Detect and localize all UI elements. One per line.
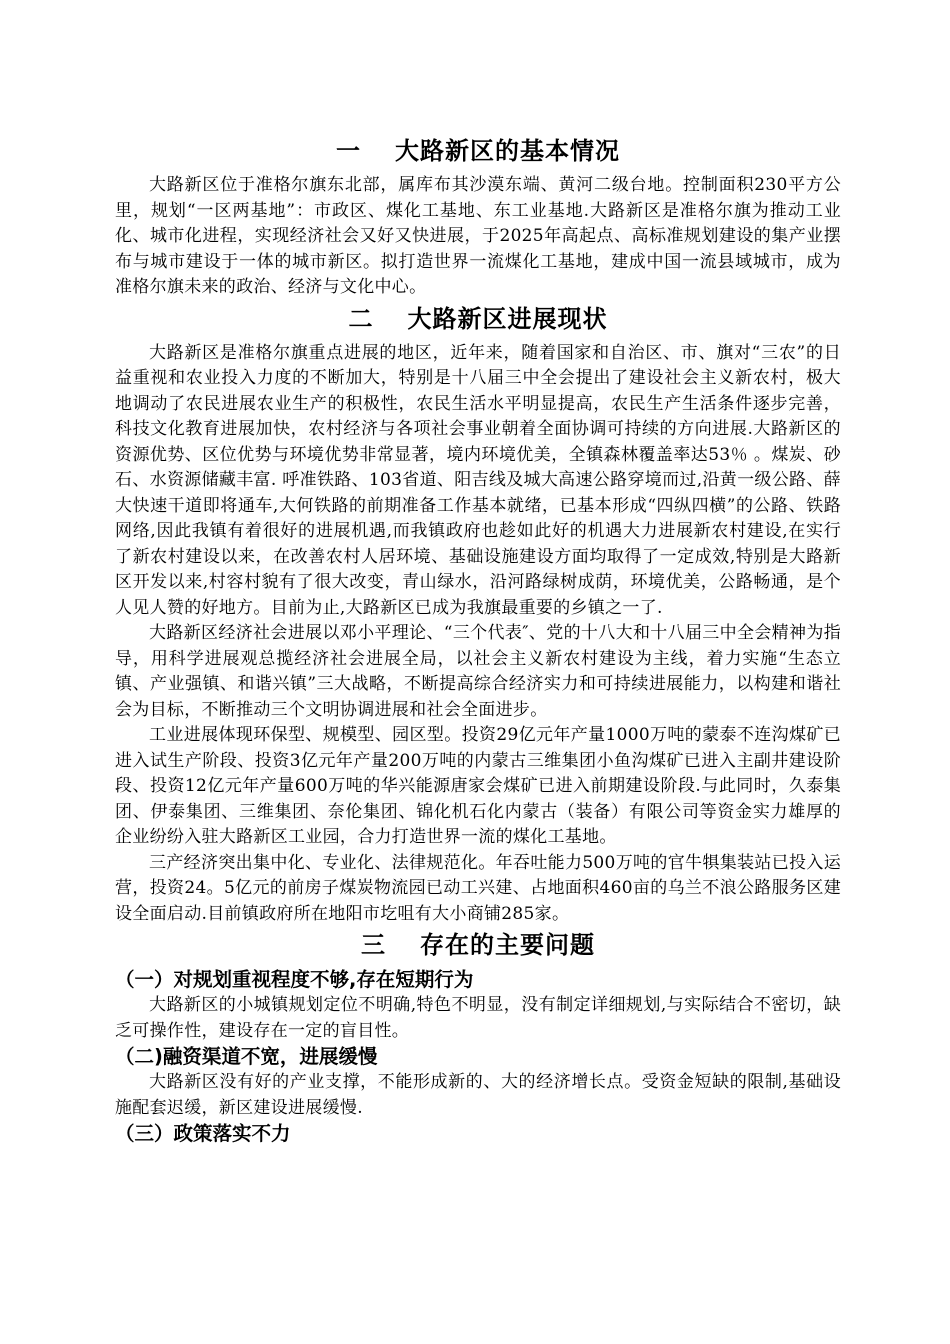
subsection-heading: （一）对规划重视程度不够,存在短期行为	[115, 968, 474, 991]
subsection-heading: （二)融资渠道不宽，进展缓慢	[115, 1045, 378, 1068]
paragraph: 大路新区没有好的产业支撑，不能形成新的、大的经济增长点。受资金短缺的限制,基础设施配套迟缓，新区建设进展缓慢.	[115, 1072, 841, 1118]
section-heading-2	[115, 301, 841, 341]
paragraph: 工业进展体现环保型、规模型、园区型。投资29亿元年产量1000万吨的蒙泰不连沟煤矿已进入试生产阶段、投资3亿元年产量200万吨的内蒙古三维集团小鱼沟煤矿已进入主副井建设阶段、投资12亿元年产量600万吨的华兴能源唐家会煤矿已进入前期建设阶段.与此同时，久泰集团、伊泰集团、三维集团、奈伦集团、锦化机石化内蒙古（装备）有限公司等资金实力雄厚的企业纷纷入驻大路新区工业园，合力打造世界一流的煤化工基地。	[115, 725, 841, 847]
section-title: 大路新区的基本情况	[395, 137, 620, 165]
paragraph: 大路新区位于准格尔旗东北部，属库布其沙漠东端、黄河二级台地。控制面积230平方公里，规划“一区两基地”：市政区、煤化工基地、东工业基地.大路新区是准格尔旗为推动工业化、城市化进程，实现经济社会又好又快进展，于2025年高起点、高标准规划建设的集产业摆布与城市建设于一体的城市新区。拟打造世界一流煤化工基地，建成中国一流县域城市，成为准格尔旗未来的政治、经济与文化中心。	[115, 175, 841, 297]
section-number: 一	[336, 137, 361, 165]
section-title: 大路新区进展现状	[407, 304, 608, 333]
paragraph: 三产经济突出集中化、专业化、法律规范化。年吞吐能力500万吨的官牛犋集装站已投入运营，投资24。5亿元的前房子煤炭物流园已动工兴建、占地面积460亩的乌兰不浪公路服务区建设全面启动.目前镇政府所在地阳市圪咀有大小商铺285家。	[115, 852, 841, 924]
section-heading-3	[115, 927, 841, 967]
document-body	[115, 133, 841, 1147]
paragraph: 大路新区是准格尔旗重点进展的地区，近年来，随着国家和自治区、市、旗对“三农”的日益重视和农业投入力度的不断加大，特别是十八届三中全会提出了建设社会主义新农村，极大地调动了农民进展农业生产的积极性，农民生活水平明显提高，农民生产生活条件逐步完善，科技文化教育进展加快，农村经济与各项社会事业朝着全面协调可持续的方向进展.大路新区的资源优势、区位优势与环境优势非常显著，境内环境优美，全镇森林覆盖率达53％ 。煤炭、砂石、水资源储藏丰富. 呼准铁路、103省道、阳吉线及城大高速公路穿境而过,沿黄一级公路、薛大快速干道即将通车,大何铁路的前期准备工作基本就绪，已基本形成“四纵四横”的公路、铁路网络,因此我镇有着很好的进展机遇,而我镇政府也趁如此好的机遇大力进展新农村建设,在实行了新农村建设以来，在改善农村人居环境、基础设施建设方面均取得了一定成效,特别是大路新区开发以来,村容村貌有了很大改变，青山绿水，沿河路绿树成荫，环境优美，公路畅通，是个人见人赞的好地方。目前为止,大路新区已成为我旗最重要的乡镇之一了.	[115, 342, 841, 618]
subsection-heading: （三）政策落实不力	[115, 1122, 291, 1145]
section-heading-1	[115, 133, 841, 173]
paragraph: 大路新区经济社会进展以邓小平理论、“三个代表″、党的十八大和十八届三中全会精神为指导，用科学进展观总揽经济社会进展全局，以社会主义新农村建设为主线，着力实施“生态立镇、产业强镇、和谐兴镇”三大战略，不断提高综合经济实力和可持续进展能力，以构建和谐社会为目标，不断推动三个文明协调进展和社会全面进步。	[115, 623, 841, 720]
section-number: 三	[361, 931, 386, 959]
section-title: 存在的主要问题	[420, 931, 595, 959]
section-number: 二	[348, 304, 374, 333]
paragraph: 大路新区的小城镇规划定位不明确,特色不明显，没有制定详细规划,与实际结合不密切，缺乏可操作性，建设存在一定的盲目性。	[115, 995, 841, 1041]
